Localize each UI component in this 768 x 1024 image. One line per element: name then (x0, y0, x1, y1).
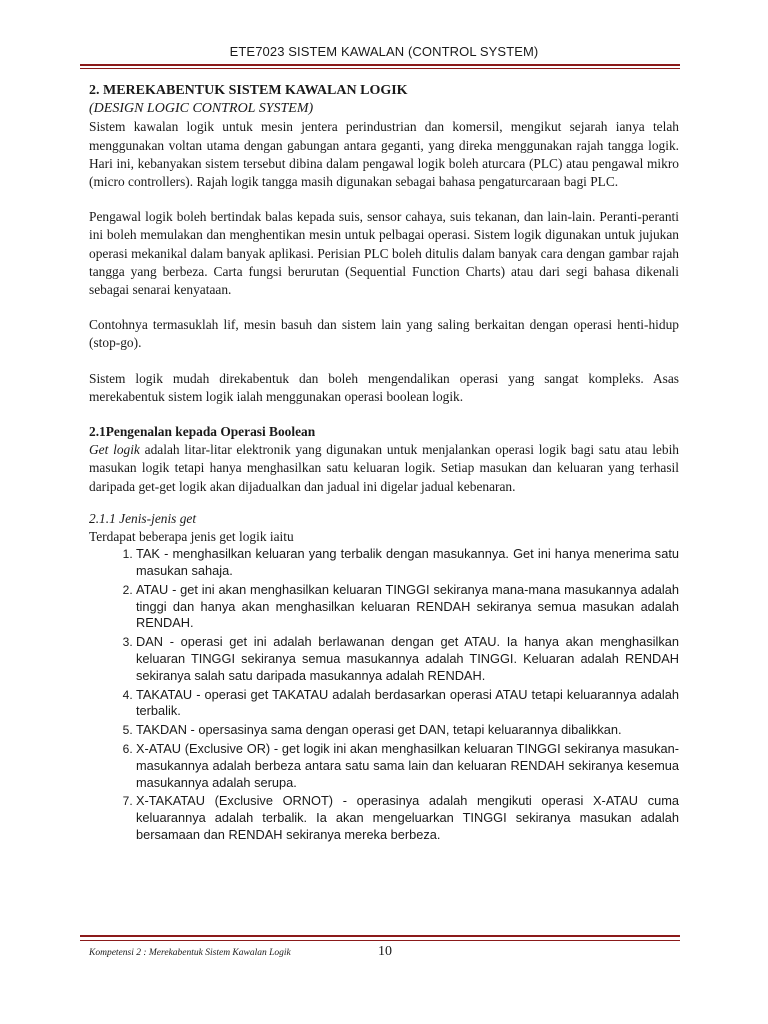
section-subheading: (DESIGN LOGIC CONTROL SYSTEM) (89, 101, 314, 117)
paragraph: Pengawal logik boleh bertindak balas kepada suis, sensor cahaya, suis tekanan, dan lain-lain. Peranti-peranti ini boleh memulakan dan menghentikan mesin untuk pelbagai operasi. Sistem logik digunakan untuk jujukan operasi mekanikal dalam banyak aplikasi. Perisian PLC boleh ditulis dalam banyak cara dengan gambar rajah tangga yang berbeza. Carta fungsi berurutan (Sequential Function Charts) atau dari segi bahasa dikenali sebagai senarai kenyataan. (89, 209, 679, 298)
paragraph: Contohnya termasuklah lif, mesin basuh dan sistem lain yang saling berkaitan dengan operasi henti-hidup (stop-go). (89, 317, 679, 351)
page-header-title: ETE7023 SISTEM KAWALAN (CONTROL SYSTEM) (229, 44, 539, 59)
intro-term: Get logik (89, 442, 140, 458)
list-item: 7. X-TAKATAU (Exclusive ORNOT) - operasinya adalah mengikuti operasi X-ATAU cuma keluarannya adalah terbalik. Ia akan mengeluarkan TINGGI sekiranya masukan adalah bersamaan dan RENDAH sekiranya mereka berbeza. (136, 793, 679, 843)
paragraph: Sistem logik mudah direkabentuk dan boleh mengendalikan operasi yang sangat kompleks. Asas merekabentuk sistem logik ialah menggunakan operasi boolean logik. (89, 370, 679, 404)
list-item: 1. TAK - menghasilkan keluaran yang terbalik dengan masukannya. Get ini hanya menerima satu masukan sahaja. (136, 546, 679, 580)
header-rule-thin (80, 68, 680, 69)
subsection-intro (89, 441, 679, 496)
subsection-heading: 2.1Pengenalan kepada Operasi Boolean (89, 424, 316, 440)
list-item: 2. ATAU - get ini akan menghasilkan keluaran TINGGI sekiranya mana-mana masukannya adalah tinggi dan hanya akan menghasilkan keluaran RENDAH sekiranya semua masukan adalah RENDAH. (136, 582, 679, 632)
gate-list (89, 546, 679, 844)
page-number: 10 (378, 944, 392, 959)
list-item: 3. DAN - operasi get ini adalah berlawanan dengan get ATAU. Ia hanya akan menghasilkan keluaran TINGGI sekiranya semua masukannya adalah TINGGI. Keluaran adalah RENDAH sekiranya salah satu daripada masukannya adalah RENDAH. (136, 634, 679, 684)
paragraph: Sistem kawalan logik untuk mesin jentera perindustrian dan komersil, mengikut sejarah ianya telah menggunakan voltan utama dengan gabungan antara geganti, yang direka menggunakan rajah tangga logik. Hari ini, kebanyakan sistem tersebut dibina dalam pengawal logik boleh aturcara (PLC) atau pengawal mikro (micro controllers). Rajah logik tangga masih digunakan sebagai bahasa pengaturcaraan bagi PLC. (89, 119, 679, 190)
list-lead: Terdapat beberapa jenis get logik iaitu (89, 529, 294, 545)
footer-text: Kompetensi 2 : Merekabentuk Sistem Kawalan Logik (89, 948, 291, 958)
list-item: 5. TAKDAN - opersasinya sama dengan operasi get DAN, tetapi keluarannya dibalikkan. (136, 722, 679, 739)
header-rule (80, 64, 680, 66)
subsubsection-heading: 2.1.1 Jenis-jenis get (89, 510, 197, 526)
page-content (89, 82, 679, 846)
section-heading: 2. MEREKABENTUK SISTEM KAWALAN LOGIK (89, 83, 408, 98)
intro-text: adalah litar-litar elektronik yang digunakan untuk menjalankan operasi logik bagi satu atau lebih masukan logik tetapi hanya menghasilkan satu keluaran logik. Setiap masukan dan keluaran yang terhasil daripada get-get logik akan dijadualkan dan jadual ini digelar jadual kebenaran. (89, 442, 679, 494)
list-item: 6. X-ATAU (Exclusive OR) - get logik ini akan menghasilkan keluaran TINGGI sekiranya masukan-masukannya adalah berbeza antara satu sama lain dan keluaran RENDAH sekiranya kesemua masukannya adalah serupa. (136, 741, 679, 791)
list-item: 4. TAKATAU - operasi get TAKATAU adalah berdasarkan operasi ATAU tetapi keluarannya adalah terbalik. (136, 687, 679, 721)
footer-rule-thin (80, 940, 680, 941)
footer-rule (80, 935, 680, 937)
